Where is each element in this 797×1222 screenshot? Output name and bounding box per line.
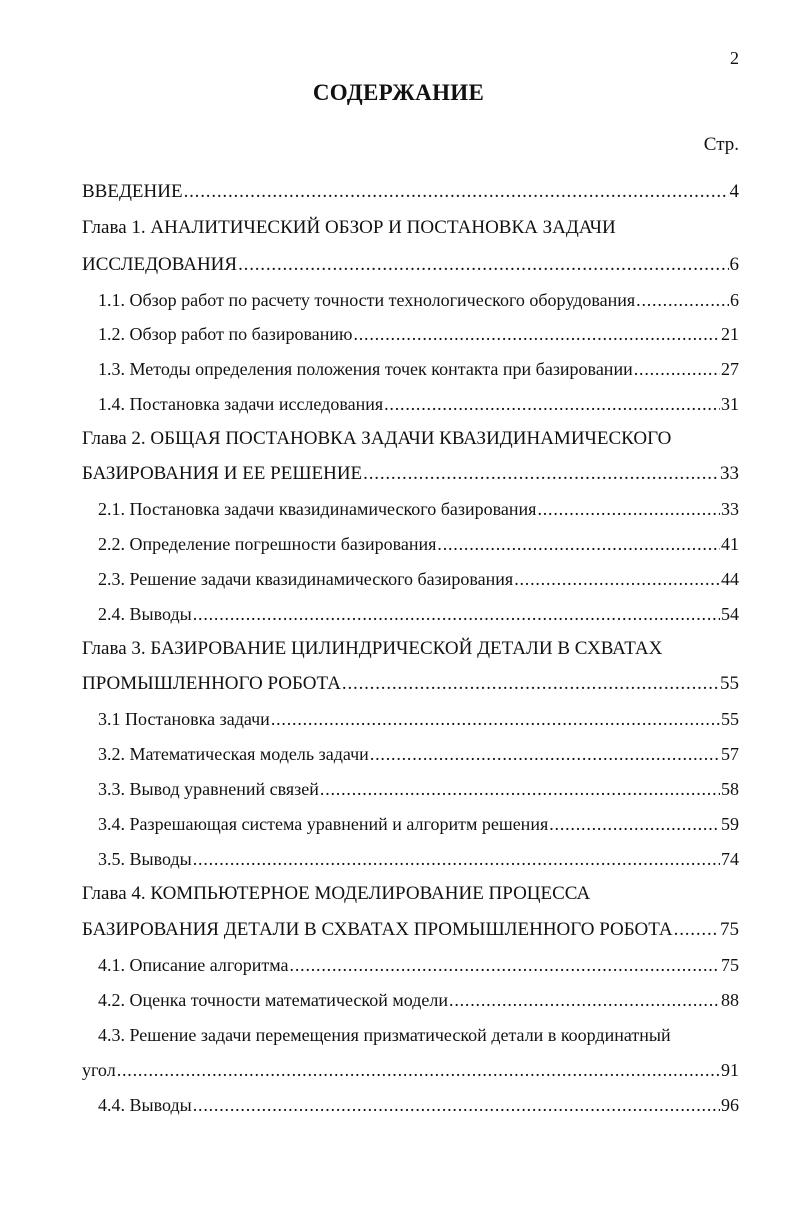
toc-entry-page: 6	[730, 290, 739, 310]
toc-leader-dots	[634, 357, 720, 381]
toc-section-1-1	[98, 288, 739, 312]
toc-entry-label: 2.4. Выводы	[98, 604, 192, 624]
toc-entry-page: 58	[721, 779, 739, 799]
toc-section-3-2	[98, 742, 739, 766]
toc-chapter-3	[82, 672, 739, 696]
toc-section-4-2	[98, 988, 739, 1012]
toc-entry-page: 21	[721, 324, 739, 344]
toc-section-3-1	[98, 707, 739, 731]
toc-chapter-1-title-line2: ИССЛЕДОВАНИЯ	[82, 254, 238, 275]
toc-leader-dots	[370, 742, 720, 766]
toc-leader-dots	[449, 988, 720, 1012]
toc-section-2-3	[98, 567, 739, 591]
toc-entry-label: 2.1. Постановка задачи квазидинамического базирования	[98, 499, 537, 519]
toc-leader-dots	[290, 953, 720, 977]
toc-section-2-4	[98, 602, 739, 626]
toc-leader-dots	[193, 602, 720, 626]
toc-entry-page: 91	[721, 1060, 739, 1080]
toc-leader-dots	[193, 1093, 720, 1117]
toc-leader-dots	[271, 707, 720, 731]
toc-entry-page: 33	[721, 499, 739, 519]
toc-chapter-2	[82, 462, 739, 486]
toc-leader-dots	[353, 322, 720, 346]
toc-entry-page: 54	[721, 604, 739, 624]
toc-chapter-4-title-line1: Глава 4. КОМПЬЮТЕРНОЕ МОДЕЛИРОВАНИЕ ПРОЦЕССА	[82, 883, 591, 904]
toc-chapter-2-title-line1: Глава 2. ОБЩАЯ ПОСТАНОВКА ЗАДАЧИ КВАЗИДИНАМИЧЕСКОГО	[82, 428, 672, 449]
toc-entry-label: 4.4. Выводы	[98, 1095, 192, 1115]
toc-section-4-1	[98, 953, 739, 977]
toc-leader-dots	[184, 180, 729, 204]
toc-entry-page: 57	[721, 744, 739, 764]
toc-entry-page: 44	[721, 569, 739, 589]
toc-entry-label: 3.4. Разрешающая система уравнений и алгоритм решения	[98, 814, 549, 834]
toc-chapter-3-title-line2: ПРОМЫШЛЕННОГО РОБОТА	[82, 673, 341, 694]
toc-entry-label: 1.2. Обзор работ по базированию	[98, 324, 353, 344]
toc-entry-page: 41	[721, 534, 739, 554]
toc-entry-label: 3.3. Вывод уравнений связей	[98, 779, 319, 799]
toc-entry-label: 2.3. Решение задачи квазидинамического базирования	[98, 569, 514, 589]
toc-section-2-2	[98, 532, 739, 556]
page-column-label: Стр.	[703, 134, 739, 155]
toc-section-4-3-line1: 4.3. Решение задачи перемещения призматической детали в координатный	[98, 1025, 671, 1045]
toc-leader-dots	[549, 812, 720, 836]
toc-leader-dots	[342, 672, 719, 696]
toc-entry-page: 33	[720, 463, 739, 484]
toc-entry-page: 31	[721, 394, 739, 414]
toc-entry-label: 1.4. Постановка задачи исследования	[98, 394, 384, 414]
toc-leader-dots	[238, 253, 728, 277]
toc-chapter-4-title-line2: БАЗИРОВАНИЯ ДЕТАЛИ В СХВАТАХ ПРОМЫШЛЕННОГО РОБОТА	[82, 919, 673, 940]
toc-entry-label: 2.2. Определение погрешности базирования	[98, 534, 437, 554]
toc-leader-dots	[320, 777, 720, 801]
toc-entry-label: 3.2. Математическая модель задачи	[98, 744, 369, 764]
toc-entry-page: 55	[721, 709, 739, 729]
toc-leader-dots	[384, 392, 720, 416]
toc-section-4-3-line2: угол	[82, 1060, 116, 1080]
toc-entry-page: 59	[721, 814, 739, 834]
toc-leader-dots	[636, 288, 729, 312]
toc-leader-dots	[117, 1058, 720, 1082]
toc-entry-intro	[82, 180, 739, 204]
toc-chapter-1	[82, 253, 739, 277]
toc-leader-dots	[514, 567, 720, 591]
toc-entry-label: 3.1 Постановка задачи	[98, 709, 270, 729]
toc-section-2-1	[98, 497, 739, 521]
toc-section-1-4	[98, 392, 739, 416]
toc-entry-page: 96	[721, 1095, 739, 1115]
toc-entry-page: 75	[720, 919, 739, 940]
toc-leader-dots	[363, 462, 719, 486]
page-number: 2	[730, 48, 739, 68]
toc-leader-dots	[674, 918, 719, 942]
toc-entry-label: ВВЕДЕНИЕ	[82, 181, 183, 202]
toc-entry-page: 88	[721, 990, 739, 1010]
toc-chapter-2-title-line2: БАЗИРОВАНИЯ И ЕЕ РЕШЕНИЕ	[82, 463, 363, 484]
toc-entry-page: 74	[721, 849, 739, 869]
toc-leader-dots	[537, 497, 720, 521]
toc-section-3-4	[98, 812, 739, 836]
toc-entry-label: 4.2. Оценка точности математической модели	[98, 990, 449, 1010]
toc-chapter-1-title-line1: Глава 1. АНАЛИТИЧЕСКИЙ ОБЗОР И ПОСТАНОВКА ЗАДАЧИ	[82, 217, 616, 238]
toc-chapter-3-title-line1: Глава 3. БАЗИРОВАНИЕ ЦИЛИНДРИЧЕСКОЙ ДЕТАЛИ В СХВАТАХ	[82, 638, 663, 659]
toc-section-3-3	[98, 777, 739, 801]
toc-section-1-2	[98, 322, 739, 346]
toc-entry-label: 1.3. Методы определения положения точек контакта при базировании	[98, 359, 633, 379]
toc-entry-label: 3.5. Выводы	[98, 849, 192, 869]
toc-entry-page: 4	[729, 181, 739, 202]
toc-entry-page: 55	[720, 673, 739, 694]
toc-section-4-4	[98, 1093, 739, 1117]
toc-section-4-3	[82, 1058, 739, 1082]
toc-entry-page: 75	[721, 955, 739, 975]
toc-entry-label: 4.1. Описание алгоритма	[98, 955, 289, 975]
toc-entry-label: 1.1. Обзор работ по расчету точности технологического оборудования	[98, 290, 636, 310]
toc-chapter-4	[82, 918, 739, 942]
toc-leader-dots	[193, 847, 720, 871]
toc-entry-page: 6	[729, 254, 739, 275]
toc-section-1-3	[98, 357, 739, 381]
toc-leader-dots	[437, 532, 720, 556]
toc-entry-page: 27	[721, 359, 739, 379]
toc-section-3-5	[98, 847, 739, 871]
page-title: СОДЕРЖАНИЕ	[312, 80, 485, 105]
